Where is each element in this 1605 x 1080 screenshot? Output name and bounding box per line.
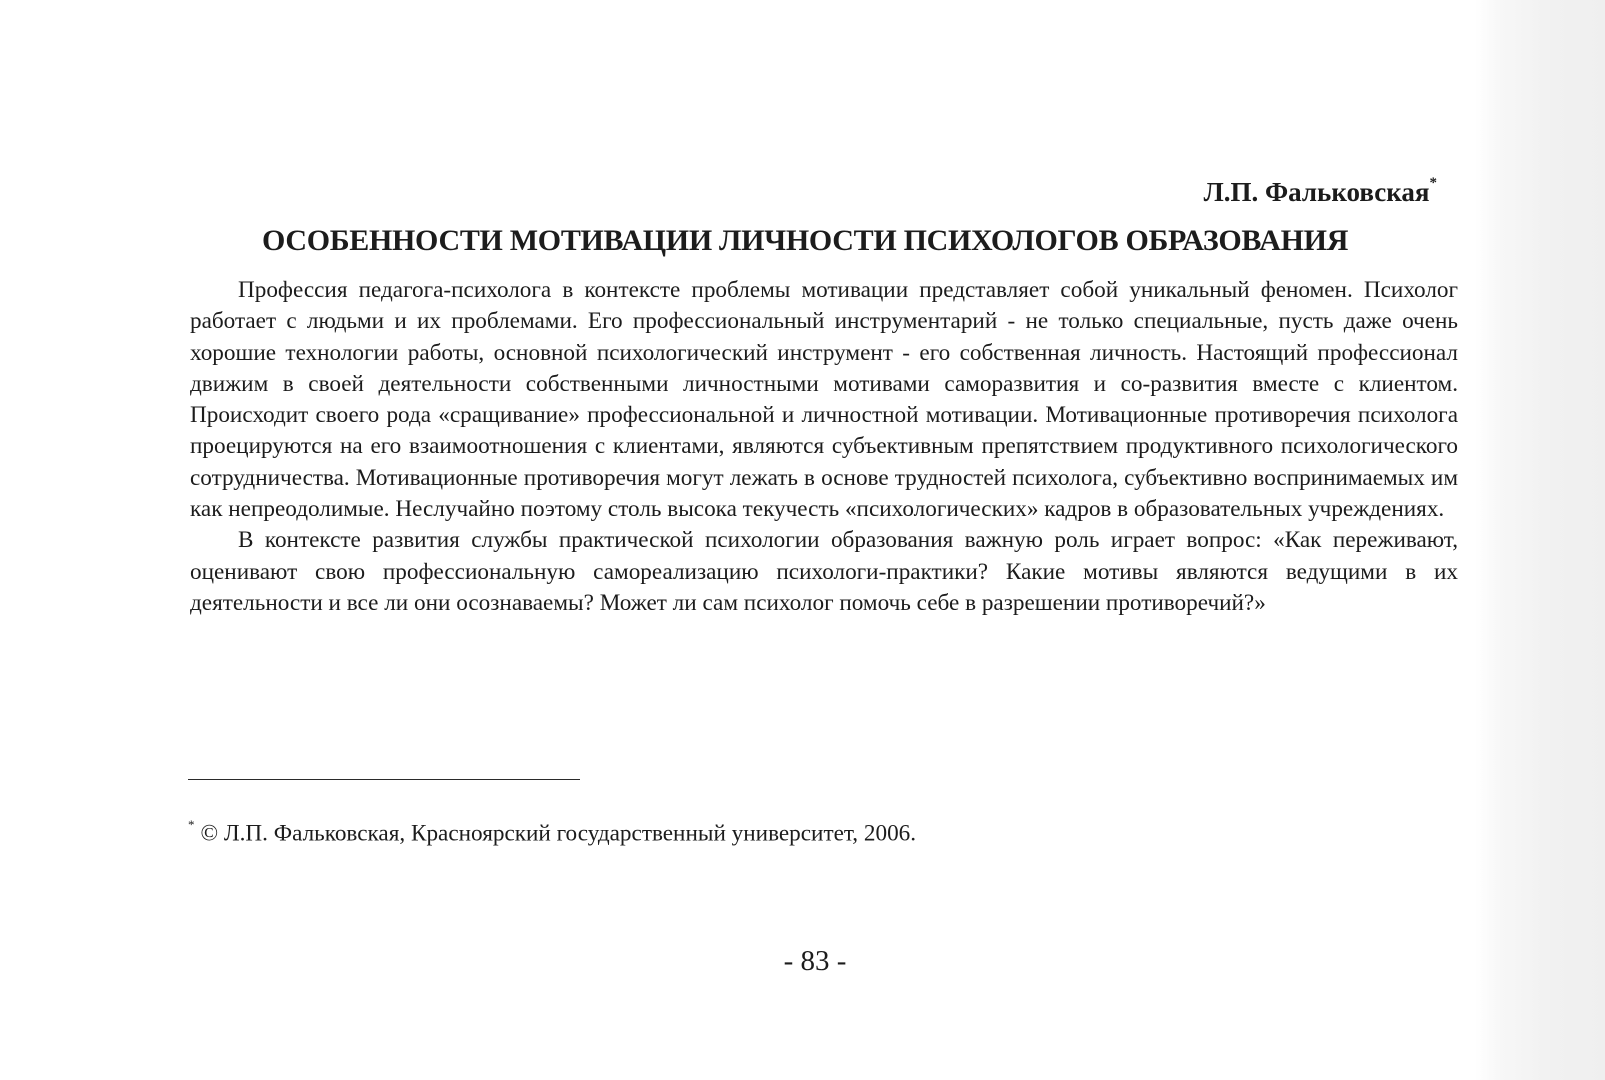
paragraph-2: В контексте развития службы практической психологии образования важную роль играет вопрос: «Как переживают, оценивают свою профессиональную самореализацию психологи-практики? Какие мотивы являются ведущими в их деятельности и все ли они осознаваемы? Может ли сам психолог помочь себе в разрешении противоречий?» [190,527,1458,616]
footnote-mark: * [188,817,195,832]
author-name [900,170,1437,209]
footnote-divider [188,779,580,780]
article-body [190,275,1458,619]
article-title: ОСОБЕННОСТИ МОТИВАЦИИ ЛИЧНОСТИ ПСИХОЛОГОВ ОБРАЗОВАНИЯ [261,224,1349,257]
scan-edge-shadow [1475,0,1605,1080]
paragraph-1: Профессия педагога-психолога в контексте проблемы мотивации представляет собой уникальный феномен. Психолог работает с людьми и их проблемами. Его профессиональный инструментарий - не только специальные, пусть даже очень хорошие технологии работы, основной психологический инструмент - его собственная личность. Настоящий профессионал движим в своей деятельности собственными личностными мотивами саморазвития и со-развития вместе с клиентом. Происходит своего рода «сращивание» профессиональной и личностной мотивации. Мотивационные противоречия психолога проецируются на его взаимоотношения с клиентами, являются субъективным препятствием продуктивного психологического сотрудничества. Мотивационные противоречия могут лежать в основе трудностей психолога, субъективно воспринимаемых им как непреодолимые. Неслучайно поэтому столь высока текучесть «психологических» кадров в образовательных учреждениях. [190,277,1458,523]
author-text: Л.П. Фальковская [1203,177,1430,207]
author-footnote-mark: * [1429,175,1437,191]
footnote [188,813,916,849]
footnote-text: © Л.П. Фальковская, Красноярский государственный университет, 2006. [200,820,917,847]
page-number: - 83 - [783,945,847,977]
